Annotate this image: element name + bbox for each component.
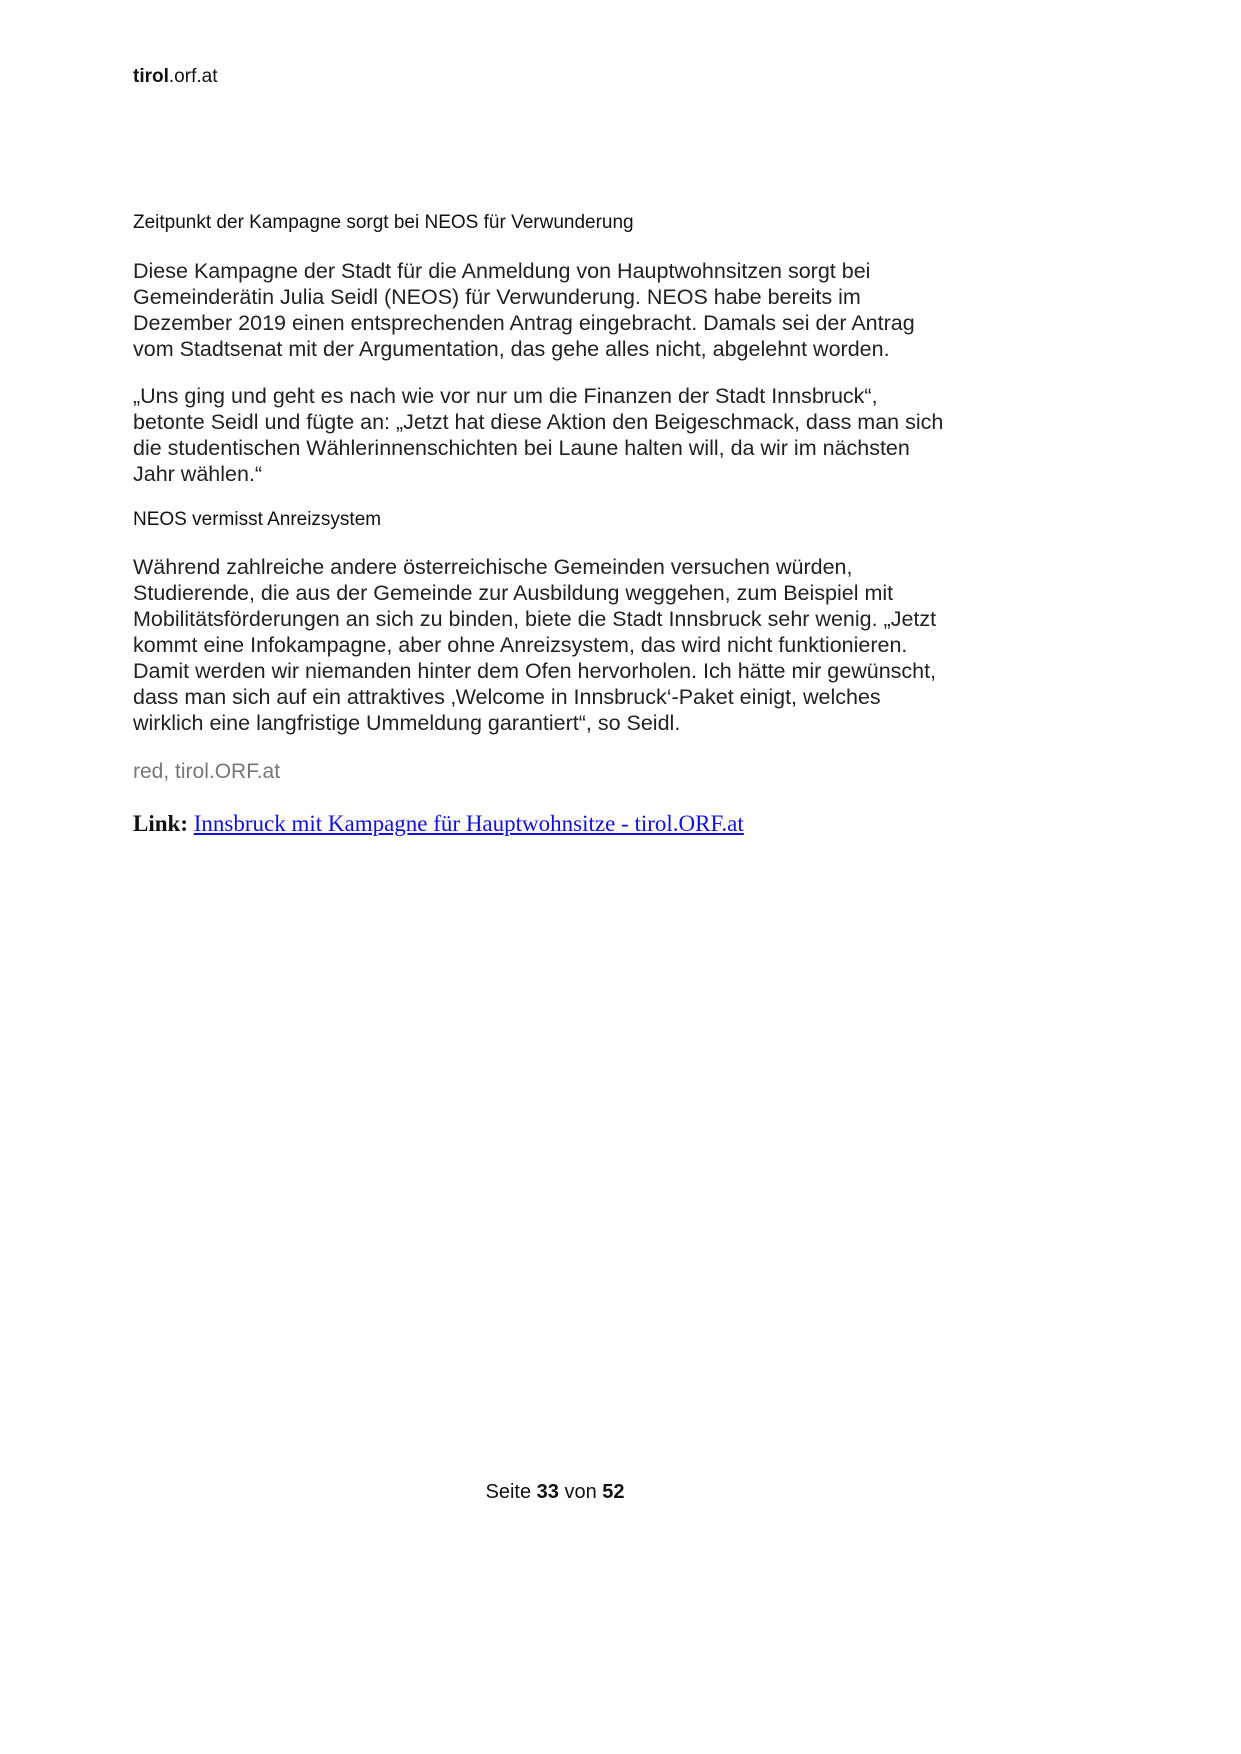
total-pages: 52 <box>602 1481 625 1503</box>
paragraph-2 <box>133 383 943 487</box>
source-link-line <box>133 811 744 837</box>
text-line: vom Stadtsenat mit der Argumentation, das gehe alles nicht, abgelehnt worden. <box>133 337 890 361</box>
text-line: Diese Kampagne der Stadt für die Anmeldung von Hauptwohnsitzen sorgt bei <box>133 259 871 283</box>
footer-mid: von <box>564 1481 597 1503</box>
text-line: Damit werden wir niemanden hinter dem Ofen hervorholen. Ich hätte mir gewünscht, <box>133 659 937 683</box>
text-line: Studierende, die aus der Gemeinde zur Ausbildung weggehen, zum Beispiel mit <box>133 581 894 605</box>
credit-line: red, tirol.ORF.at <box>133 760 281 783</box>
page-footer <box>0 1481 1110 1504</box>
paragraph-1 <box>133 258 915 362</box>
text-line: Dezember 2019 einen entsprechenden Antrag eingebracht. Damals sei der Antrag <box>133 311 915 335</box>
paragraph-3 <box>133 554 936 736</box>
text-line: wirklich eine langfristige Ummeldung garantiert“, so Seidl. <box>133 711 681 735</box>
text-line: betonte Seidl und fügte an: „Jetzt hat diese Aktion den Beigeschmack, dass man sich <box>133 410 944 434</box>
subheading-2: NEOS vermisst Anreizsystem <box>133 509 382 530</box>
article-link[interactable]: Innsbruck mit Kampagne für Hauptwohnsitze - tirol.ORF.at <box>193 811 744 836</box>
source-header <box>133 66 217 88</box>
text-line: dass man sich auf ein attraktives ‚Welcome in Innsbruck‘-Paket einigt, welches <box>133 685 881 709</box>
text-line: Mobilitätsförderungen an sich zu binden, biete die Stadt Innsbruck sehr wenig. „Jetzt <box>133 607 937 631</box>
text-line: Während zahlreiche andere österreichische Gemeinden versuchen würden, <box>133 555 853 579</box>
footer-prefix: Seite <box>485 1481 532 1503</box>
text-line: die studentischen Wählerinnenschichten bei Laune halten will, da wir im nächsten <box>133 436 910 460</box>
link-label: Link: <box>133 811 188 836</box>
brand-bold: tirol <box>133 66 169 87</box>
text-line: Jahr wählen.“ <box>133 462 263 486</box>
text-line: „Uns ging und geht es nach wie vor nur um die Finanzen der Stadt Innsbruck“, <box>133 384 878 408</box>
text-line: Gemeinderätin Julia Seidl (NEOS) für Verwunderung. NEOS habe bereits im <box>133 285 861 309</box>
brand-rest: .orf.at <box>168 66 218 87</box>
subheading-1: Zeitpunkt der Kampagne sorgt bei NEOS für Verwunderung <box>133 212 634 233</box>
text-line: kommt eine Infokampagne, aber ohne Anreizsystem, das wird nicht funktionieren. <box>133 633 908 657</box>
current-page: 33 <box>536 1481 559 1503</box>
